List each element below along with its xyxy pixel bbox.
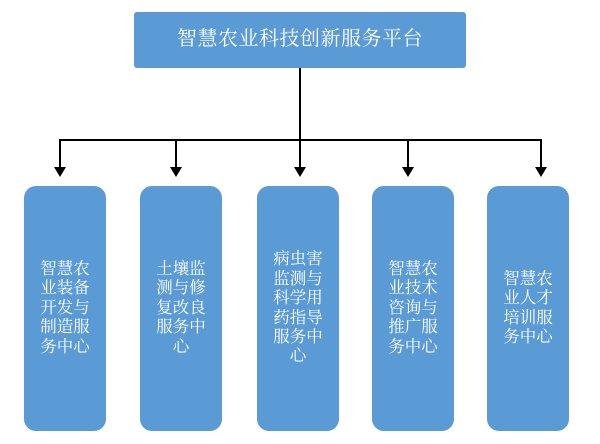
child-node-3[interactable] [257, 186, 339, 431]
child-node-4-label: 智慧农业技术咨询与推广服务中心 [388, 259, 438, 356]
connector-drop-4 [407, 140, 409, 168]
arrow-head-icon-1 [54, 167, 66, 177]
child-node-1-label: 智慧农业装备开发与制造服务中心 [40, 259, 90, 356]
arrow-head-icon-2 [170, 167, 182, 177]
child-node-5-label: 智慧农业人才培训服务中心 [503, 269, 553, 346]
child-node-5[interactable] [487, 186, 569, 431]
child-node-2[interactable] [140, 186, 222, 431]
arrow-head-icon-3 [294, 167, 306, 177]
child-node-2-label: 土壤监测与修复改良服务中心 [156, 259, 206, 356]
child-node-4[interactable] [372, 186, 454, 431]
connector-stem [299, 68, 301, 140]
child-node-3-label: 病虫害监测与科学用药指导服务中心 [273, 250, 323, 366]
root-node[interactable] [134, 12, 466, 68]
connector-drop-1 [59, 140, 61, 168]
connector-drop-5 [540, 140, 542, 168]
arrow-head-icon-5 [535, 167, 547, 177]
connector-drop-3 [299, 140, 301, 168]
root-node-label: 智慧农业科技创新服务平台 [177, 28, 423, 51]
arrow-head-icon-4 [402, 167, 414, 177]
child-node-1[interactable] [24, 186, 106, 431]
connector-drop-2 [175, 140, 177, 168]
